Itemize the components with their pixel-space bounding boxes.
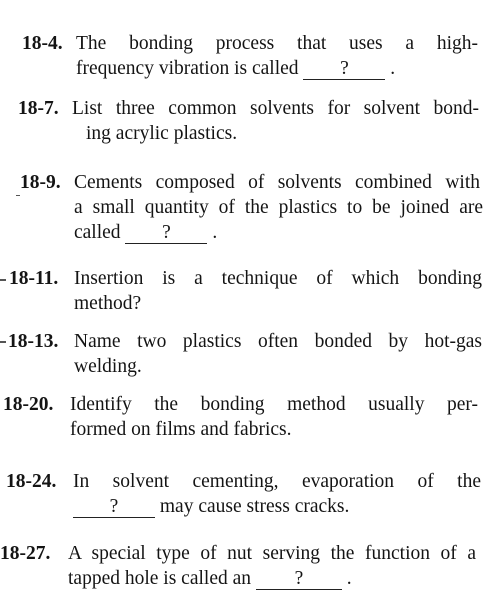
question-text-line: a small quantity of the plastics to be joined are (74, 197, 483, 218)
question-text-line: Identify the bonding method usually per- (70, 394, 478, 415)
question-text-line: Name two plastics often bonded by hot-gas (74, 331, 482, 352)
scan-mark (0, 341, 6, 343)
question-18-13 (0, 330, 501, 380)
question-text-line: Insertion is a technique of which bonding (74, 268, 482, 289)
question-number: 18-4. (22, 33, 63, 54)
question-number: 18-24. (6, 471, 57, 492)
question-number: 18-9. (20, 172, 61, 193)
question-18-27 (0, 542, 501, 592)
question-text-line: The bonding process that uses a high- (76, 33, 478, 54)
question-text-line: Cements composed of solvents combined with (74, 172, 480, 193)
question-18-7 (0, 97, 501, 147)
answer-blank: ? (256, 569, 342, 590)
question-number: 18-20. (3, 394, 54, 415)
scan-mark (16, 195, 20, 196)
question-text-line: tapped hole is called an ? . (68, 568, 352, 589)
question-number: 18-13. (8, 331, 59, 352)
question-number: 18-7. (18, 98, 59, 119)
question-text-line: called ? . (74, 222, 218, 243)
question-text-line: ? may cause stress cracks. (73, 495, 349, 519)
question-18-11 (0, 267, 501, 317)
answer-blank: ? (303, 59, 385, 80)
question-18-20 (0, 393, 501, 443)
question-number: 18-11. (9, 268, 59, 289)
question-text-line: frequency vibration is called ? . (76, 58, 396, 79)
question-text-line: In solvent cementing, evaporation of the (73, 471, 481, 492)
question-number: 18-27. (0, 543, 51, 564)
answer-blank: ? (125, 223, 207, 244)
question-18-24 (0, 470, 501, 520)
question-text-line: method? (74, 293, 142, 314)
question-18-9 (0, 171, 501, 246)
question-18-4 (0, 32, 501, 82)
question-text-line: ing acrylic plastics. (86, 123, 238, 144)
question-text-line: A special type of nut serving the function of a (68, 543, 476, 564)
question-text-line: formed on films and fabrics. (70, 419, 292, 440)
answer-blank: ? (73, 497, 155, 518)
question-text-line: welding. (74, 356, 142, 377)
question-text-line: List three common solvents for solvent bond- (72, 98, 479, 119)
scan-mark (0, 279, 6, 281)
